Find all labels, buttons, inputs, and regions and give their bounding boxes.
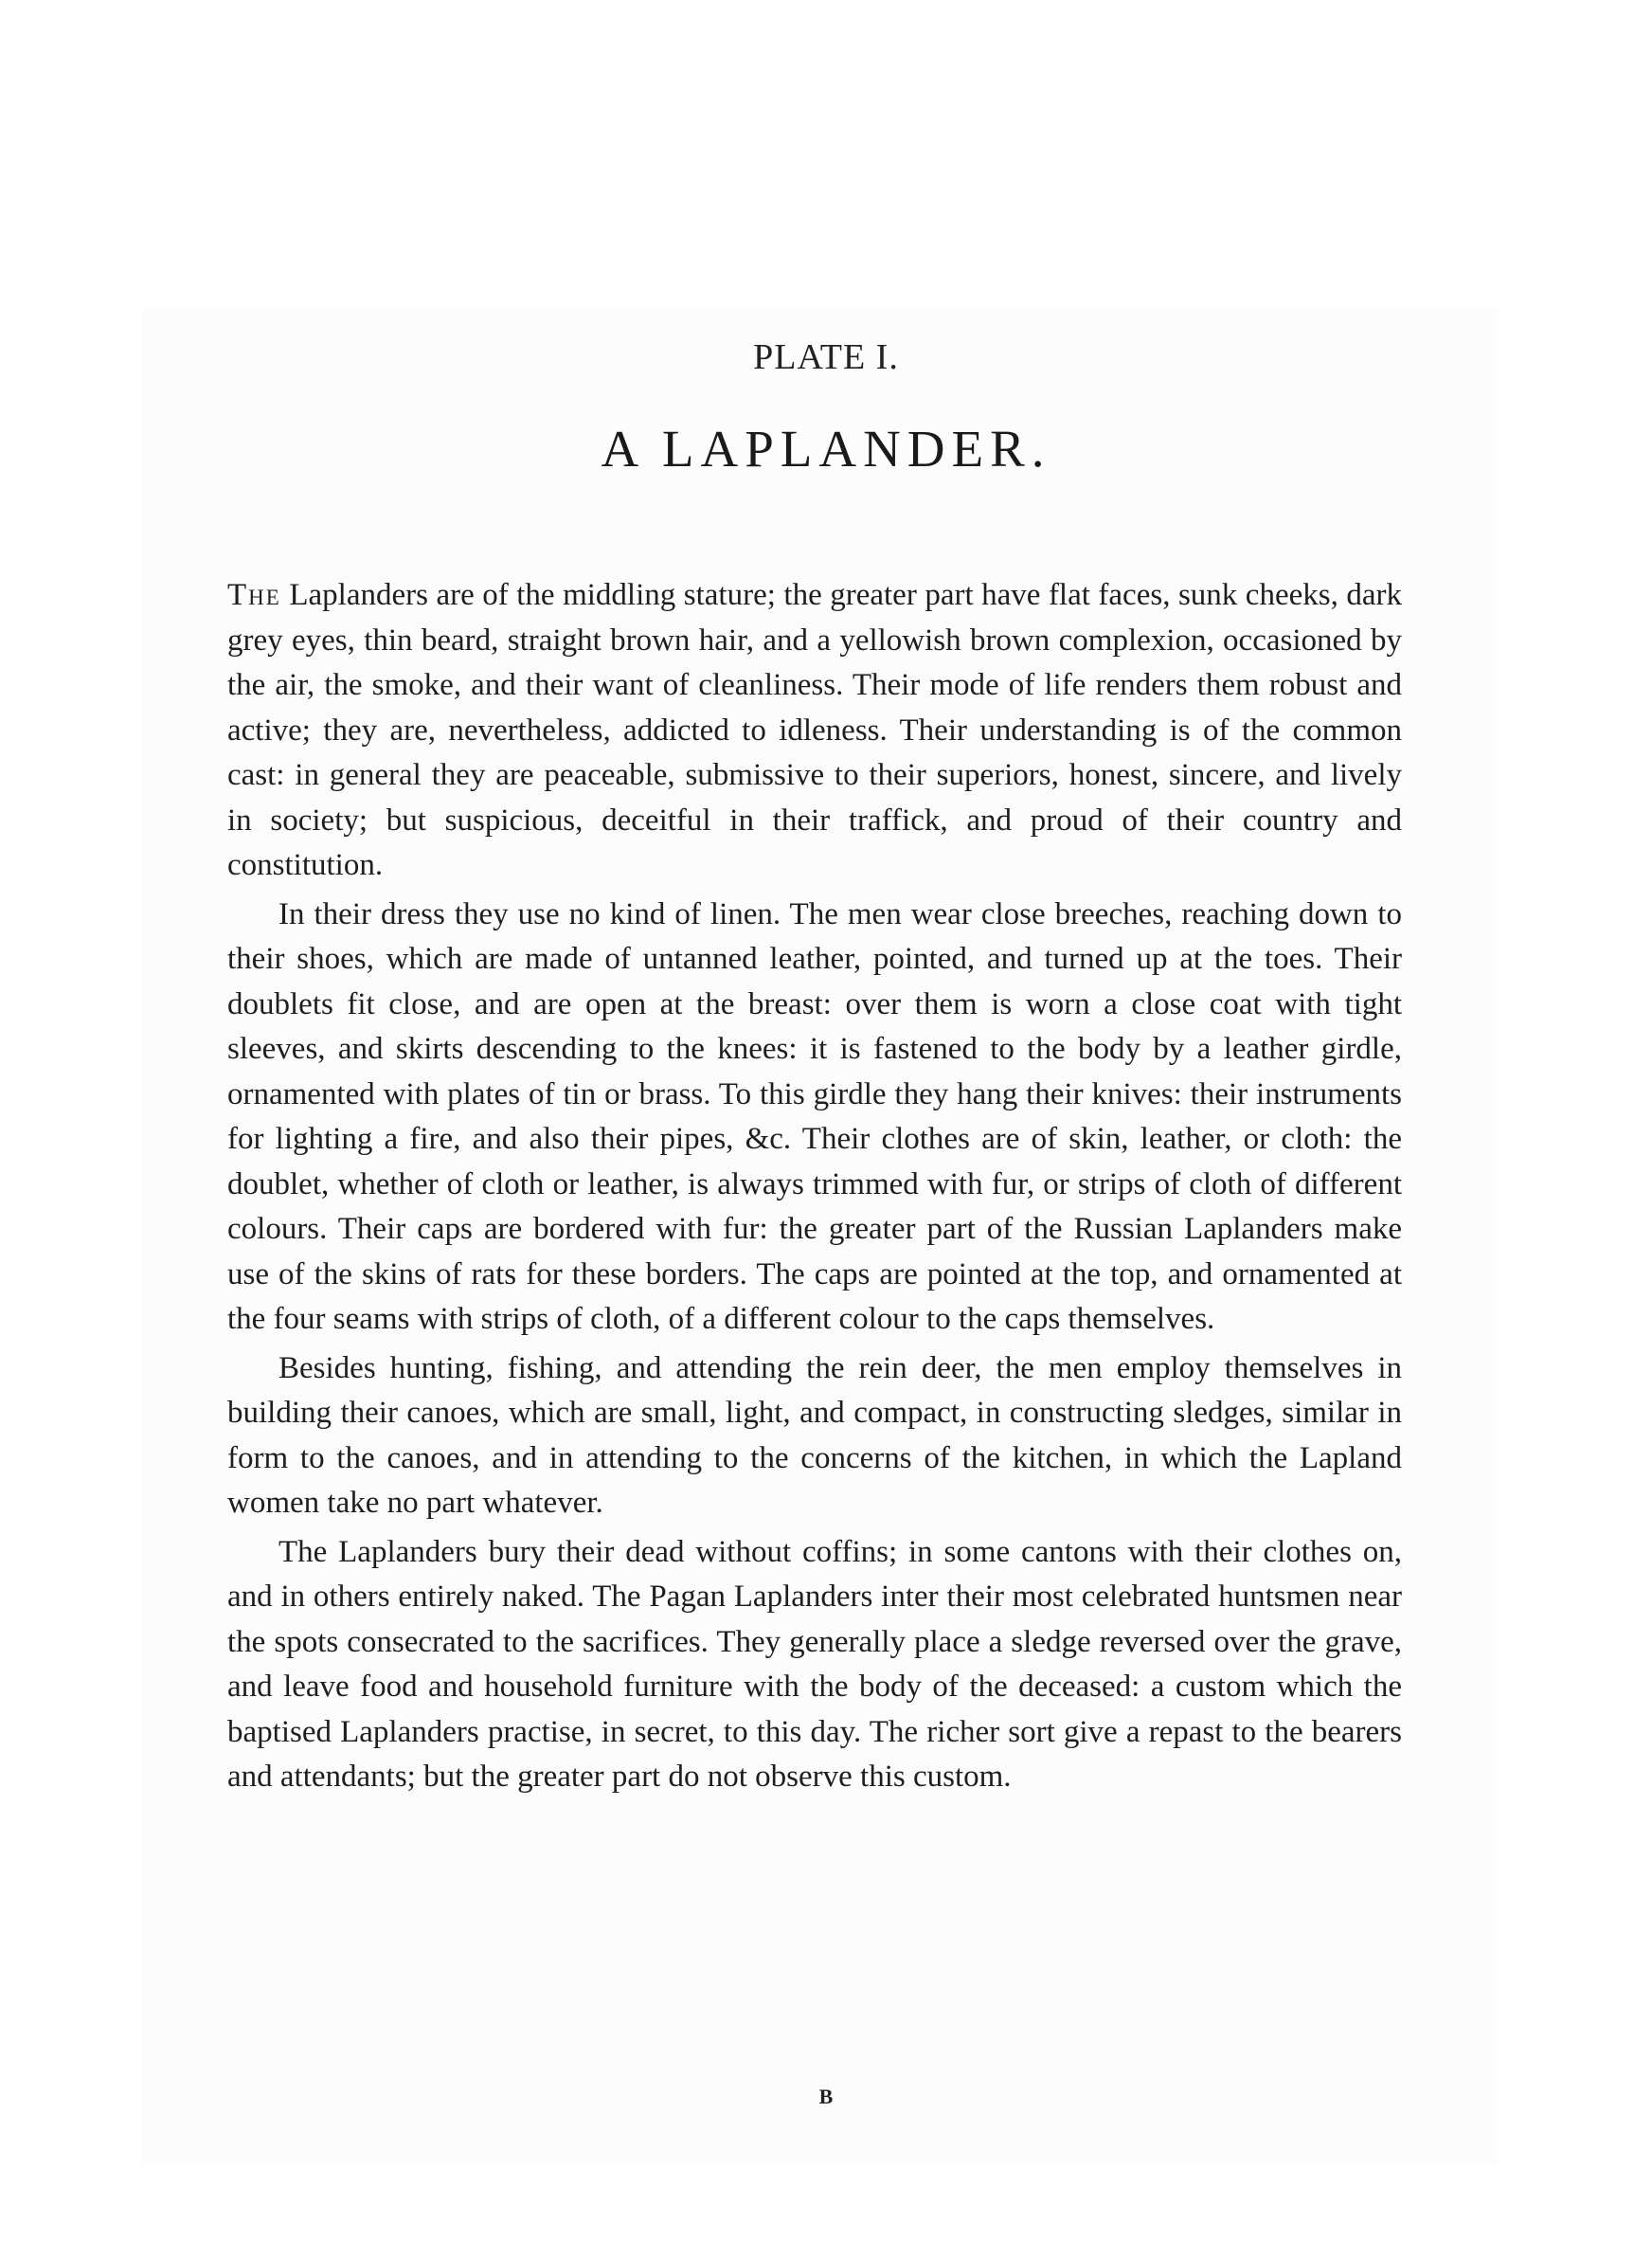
body-text xyxy=(227,573,1402,1804)
paragraph-4: The Laplanders bury their dead without coffins; in some cantons with their clothes on, and in others entirely naked. The Pagan Laplanders inter their most celebrated huntsmen near the spots consecrated to the sacrifices. They generally place a sledge reversed over the grave, and leave food and household furniture with the body of the deceased: a custom which the baptised Laplanders practise, in secret, to this day. The richer sort give a repast to the bearers and attendants; but the greater part do not observe this custom. xyxy=(227,1534,1402,1794)
drop-lead-word: The xyxy=(227,578,281,612)
paragraph-1-text: Laplanders are of the middling stature; the greater part have flat faces, sunk cheeks, dark grey eyes, thin beard, straight brown hair, and a yellowish brown complexion, occasioned by the air, the smoke, and their want of cleanliness. Their mode of life renders them robust and active; they are, nevertheless, addicted to idleness. Their understanding is of the common cast: in general they are peaceable, submissive to their superiors, honest, sincere, and lively in society; but suspicious, deceitful in their traffick, and proud of their country and constitution. xyxy=(227,578,1402,882)
signature-mark: B xyxy=(818,2085,834,2108)
plate-title: A LAPLANDER. xyxy=(601,420,1051,478)
paragraph-1 xyxy=(227,573,1402,889)
plate-number-heading: PLATE I. xyxy=(753,337,899,377)
paragraph-3: Besides hunting, fishing, and attending the rein deer, the men employ themselves in building their canoes, which are small, light, and compact, in constructing sledges, similar in form to the canoes, and in attending to the concerns of the kitchen, in which the Lapland women take no part whatever. xyxy=(227,1350,1402,1520)
paragraph-2: In their dress they use no kind of linen. The men wear close breeches, reaching down to their shoes, which are made of untanned leather, pointed, and turned up at the toes. Their doublets fit close, and are open at the breast: over them is worn a close coat with tight sleeves, and skirts descending to the knees: it is fastened to the body by a leather girdle, ornamented with plates of tin or brass. To this girdle they hang their knives: their instruments for lighting a fire, and also their pipes, &c. Their clothes are of skin, leather, or cloth: the doublet, whether of cloth or leather, is always trimmed with fur, or strips of cloth of different colours. Their caps are bordered with fur: the greater part of the Russian Laplanders make use of the skins of rats for these borders. The caps are pointed at the top, and ornamented at the four seams with strips of cloth, of a different colour to the caps themselves. xyxy=(227,896,1402,1336)
